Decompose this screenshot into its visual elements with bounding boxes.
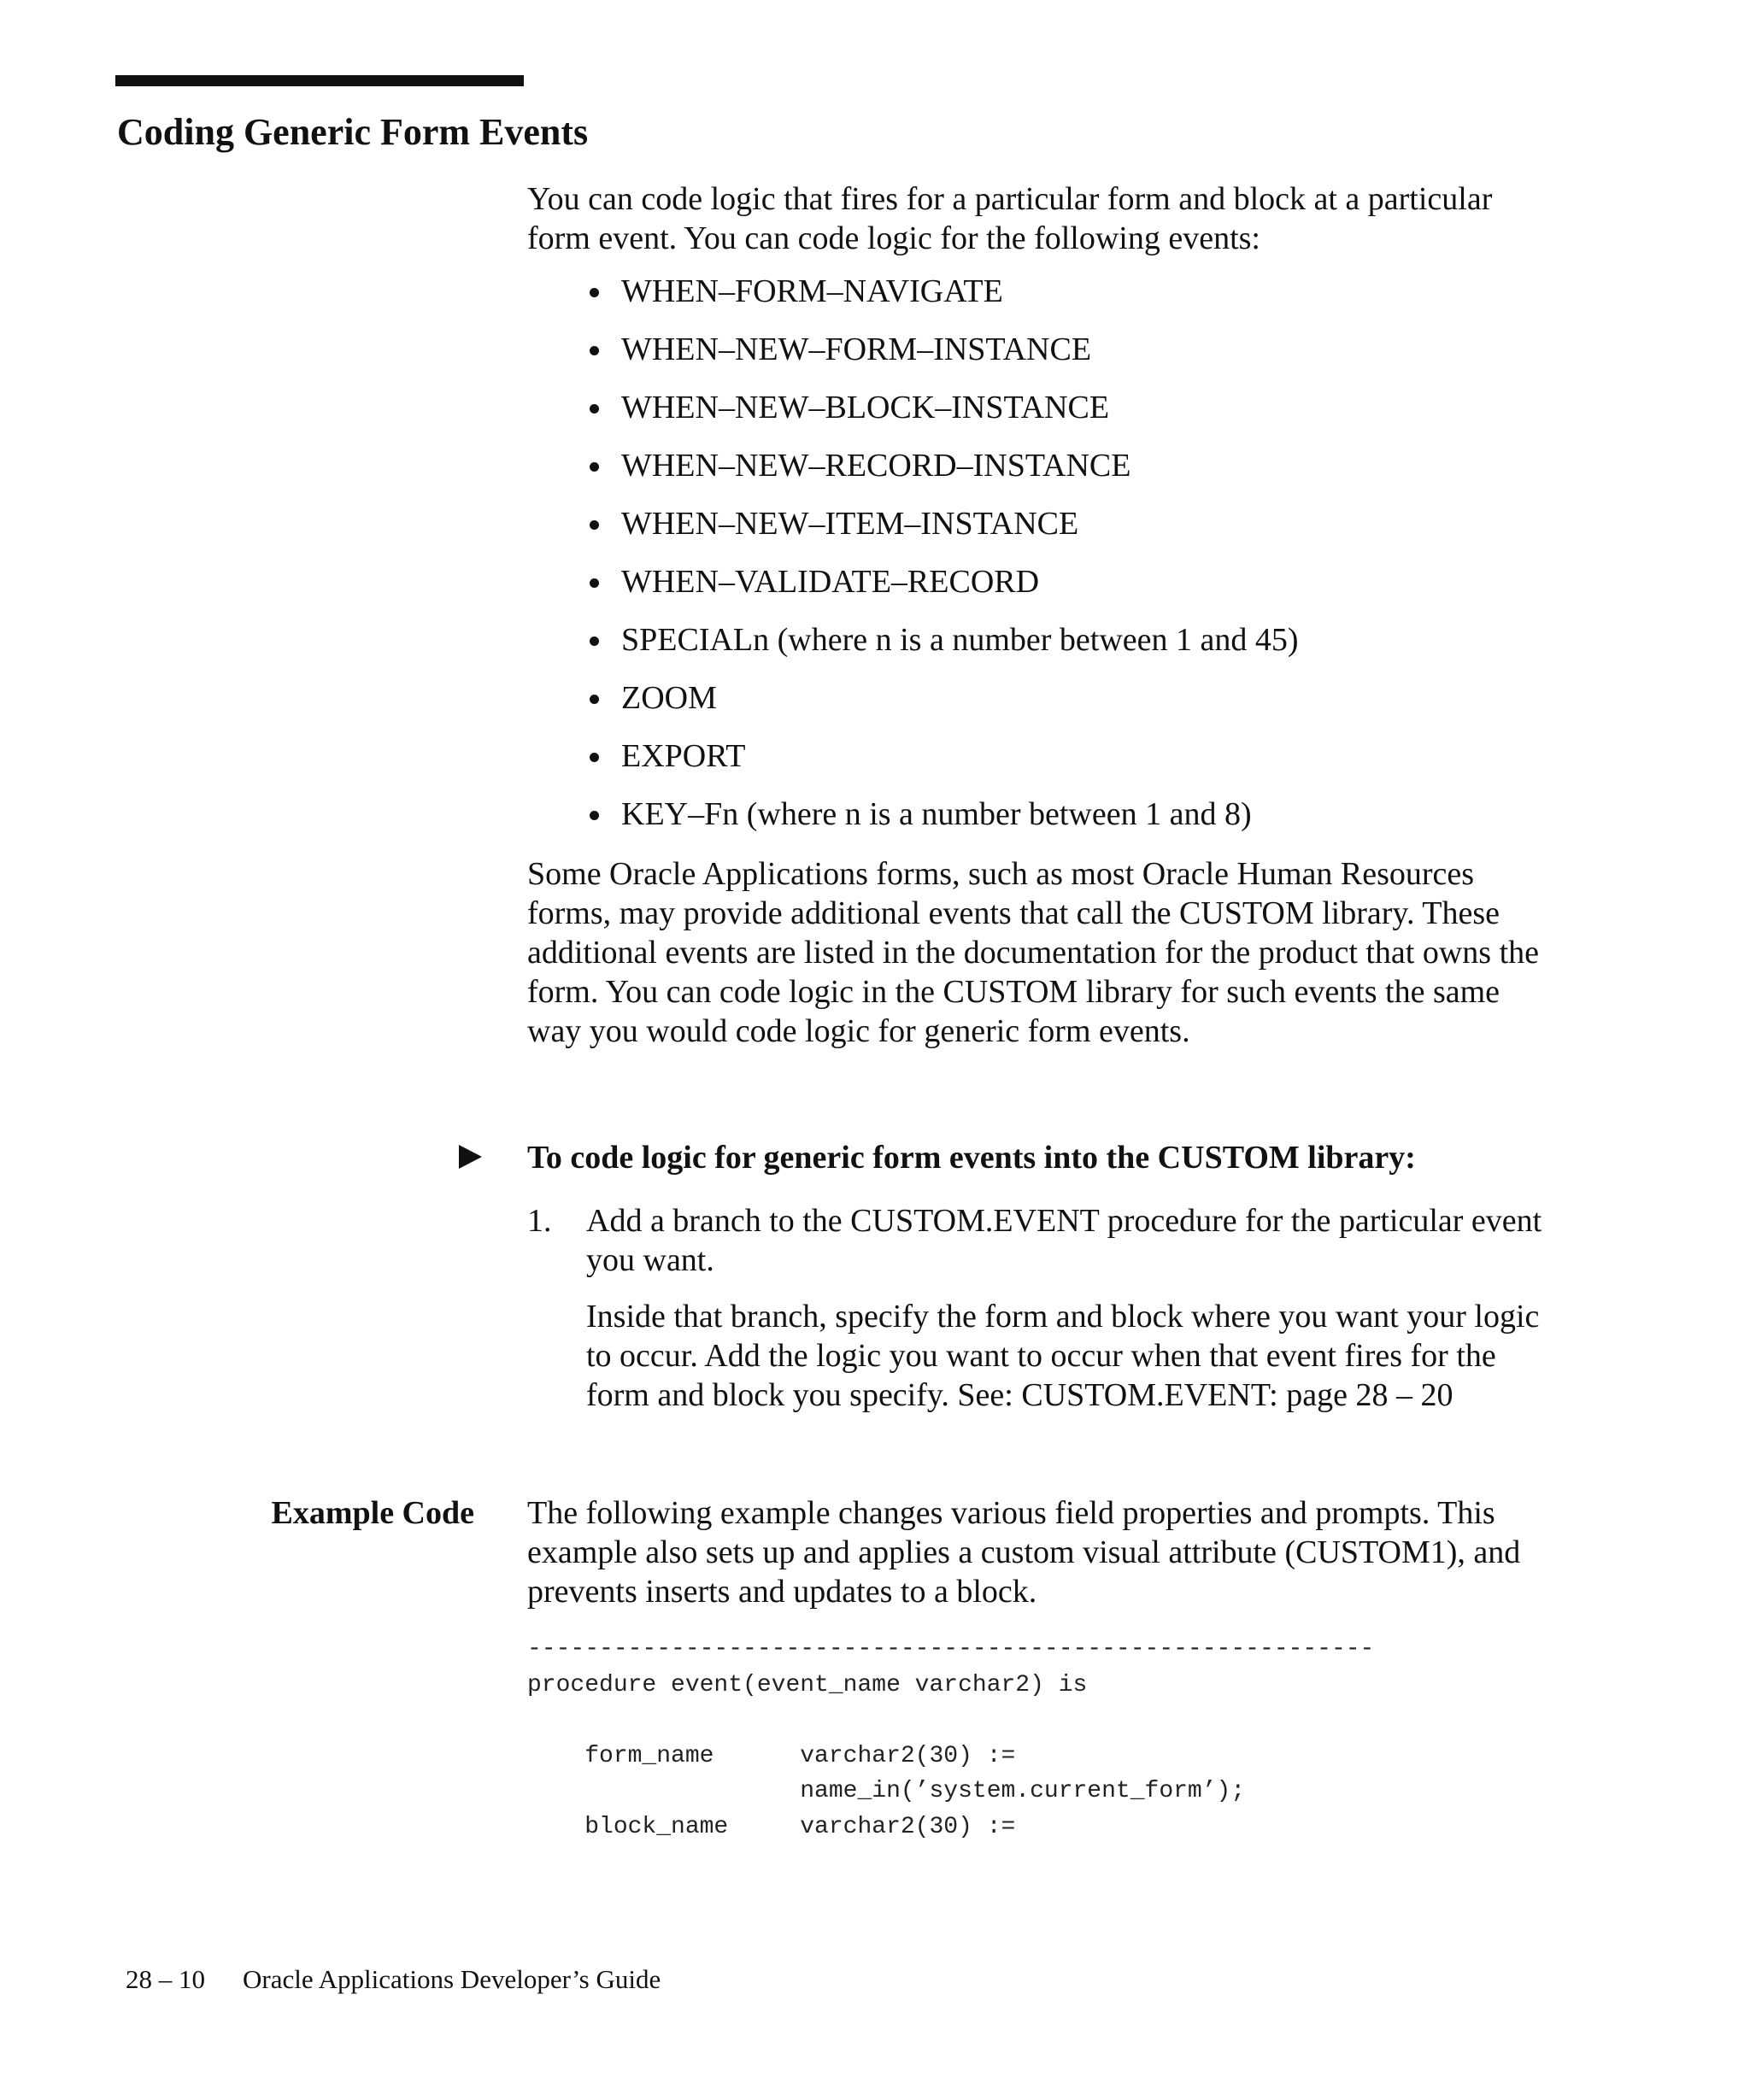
triangle-arrow-icon [459, 1145, 482, 1169]
event-list-item [586, 736, 1299, 795]
step-text: Add a branch to the CUSTOM.EVENT procedure for the particular event you want. [586, 1203, 1542, 1278]
section-rule [115, 75, 524, 86]
step-number: 1. [527, 1203, 552, 1239]
example-paragraph [527, 1493, 1553, 1611]
page-footer [126, 1962, 661, 1997]
example-code-label: Example Code [271, 1495, 474, 1531]
bullet-icon [590, 462, 599, 472]
event-list-item [586, 446, 1299, 504]
section-title: Coding Generic Form Events [117, 111, 589, 153]
event-label: WHEN–NEW–RECORD–INSTANCE [621, 448, 1131, 484]
additional-events-text: Some Oracle Applications forms, such as most Oracle Human Resources forms, may provide additional events that call the CUSTOM library. These additional events are listed in the documentation for the product that owns the form. You can code logic in the CUSTOM library for such events the same way you would code logic for generic form events. [527, 856, 1540, 1049]
event-list-item [586, 272, 1299, 330]
event-list [586, 272, 1299, 853]
event-list-item [586, 562, 1299, 620]
example-text: The following example changes various field properties and prompts. This example also sets up and applies a custom visual attribute (CUSTOM1), and prevents inserts and updates to a block. [527, 1495, 1521, 1610]
event-label: EXPORT [621, 738, 746, 774]
bullet-icon [590, 753, 599, 762]
bullet-icon [590, 520, 599, 530]
code-block: ----------------------------------------------------------- procedure event(event_name varchar2) is form_name varchar2(30) := name_in(’system.current_form’); block_name varchar2(30) := [527, 1636, 1375, 1840]
event-label: WHEN–NEW–BLOCK–INSTANCE [621, 390, 1110, 425]
bullet-icon [590, 578, 599, 588]
event-list-item [586, 504, 1299, 562]
intro-paragraph [527, 179, 1553, 258]
page-number: 28 – 10 [126, 1964, 205, 1994]
bullet-icon [590, 288, 599, 297]
event-label: ZOOM [621, 680, 717, 716]
bullet-icon [590, 695, 599, 704]
intro-text: You can code logic that fires for a particular form and block at a particular form event. You can code logic for the following events: [527, 181, 1493, 256]
event-list-item [586, 330, 1299, 388]
additional-events-paragraph [527, 854, 1553, 1051]
procedure-step [527, 1201, 1553, 1280]
event-list-item [586, 620, 1299, 678]
event-label: WHEN–NEW–FORM–INSTANCE [621, 331, 1092, 367]
event-label: WHEN–VALIDATE–RECORD [621, 564, 1040, 600]
event-list-item [586, 678, 1299, 736]
event-list-item [586, 795, 1299, 853]
bullet-icon [590, 404, 599, 414]
book-title: Oracle Applications Developer’s Guide [243, 1964, 661, 1994]
bullet-icon [590, 346, 599, 355]
event-label: SPECIALn (where n is a number between 1 and 45) [621, 622, 1299, 658]
step-detail: Inside that branch, specify the form and block where you want your logic to occur. Add the logic you want to occur when that event fires for the form and block you specify. See: CUSTOM.EVENT: page 28 – 20 [586, 1299, 1540, 1413]
event-label: KEY–Fn (where n is a number between 1 and 8) [621, 796, 1252, 832]
event-list-item [586, 388, 1299, 446]
procedure-title: To code logic for generic form events into the CUSTOM library: [527, 1140, 1416, 1176]
event-label: WHEN–FORM–NAVIGATE [621, 273, 1003, 309]
event-label: WHEN–NEW–ITEM–INSTANCE [621, 506, 1079, 542]
bullet-icon [590, 636, 599, 646]
bullet-icon [590, 811, 599, 820]
